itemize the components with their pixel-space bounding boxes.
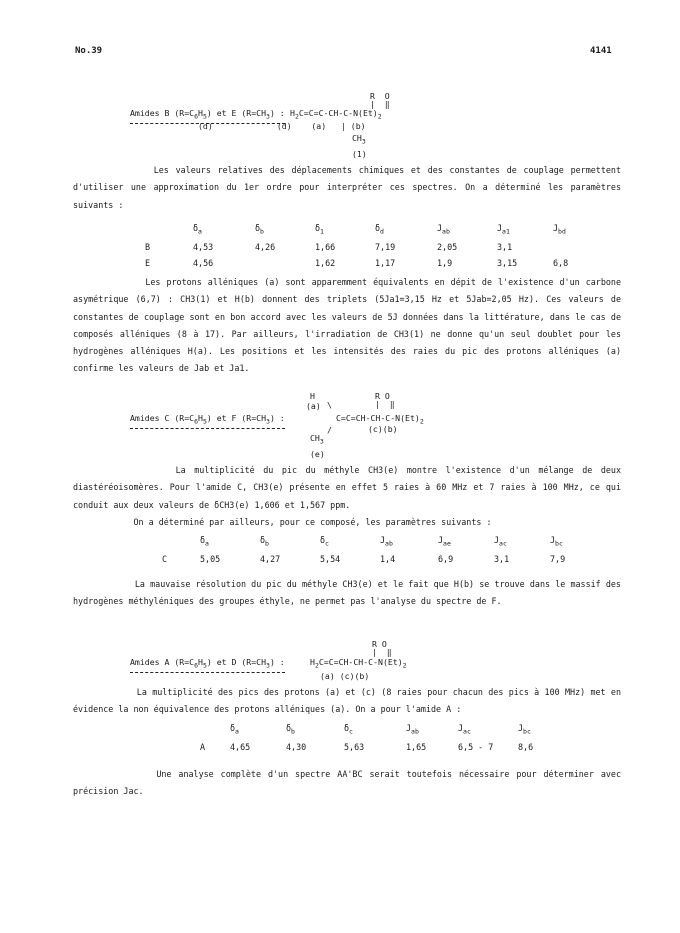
journal-issue-number: No.39: [75, 46, 103, 56]
position-labels: (d) (d) (a) | (b): [198, 121, 366, 131]
page-number: 4141: [590, 46, 612, 56]
paragraph-ad-multiplicity: La multiplicité des pics des protons (a) et (c) (8 raies pour chacun des pics à 100 MHz) met en évidence la non équivalence des protons alléniques (a). On a pour l'amide A :: [73, 687, 621, 715]
table-row: B 4,53 4,26 1,66 7,19 2,05 3,1: [145, 242, 513, 252]
paragraph-be-intro: Les valeurs relatives des déplacements chimiques et des constantes de couplage permettent d'utiliser une approximation du 1er ordre pour interpréter ces spectres. On a déterminé les paramètres suivants :: [73, 165, 621, 210]
parameters-table-c: [162, 532, 590, 564]
bond-slash: /: [327, 425, 332, 435]
table-header-row: $\delta_a$ $\delta_b$ $\delta_c$ $J_{ab}$ $J_{ac}$ $J_{bc}$: [230, 723, 531, 736]
structural-formula: $H_2C=C=CH-CH-C-N(Et)_2$: [310, 657, 407, 670]
section-title: Amides B $(R=C_6H_5)$ et E $(R=CH_3)$ :: [130, 109, 285, 124]
methyl-group: $CH_3$: [310, 433, 324, 446]
parameters-table-a: [200, 720, 558, 752]
paragraph-cf-multiplicity: La multiplicité du pic du méthyle CH3(e) montre l'existence d'un mélange de deux diastéréoisomères. Pour l'amide C, CH3(e) présente en effet 5 raies à 60 MHz et 7 raies à 100 MHz, ce qui conduit aux deux valeurs de δCH3(e) 1,606 et 1,567 ppm.: [73, 465, 621, 510]
r-o-labels: R O: [375, 391, 390, 401]
h-atom: H: [310, 391, 315, 401]
structural-formula: $C=C=CH-CH-C-N(Et)_2$: [336, 413, 424, 426]
table-row: A 4,65 4,30 5,63 1,65 6,5 - 7 8,6: [200, 742, 534, 752]
bonds-top: | ‖: [372, 647, 392, 657]
table-row: E 4,56 1,62 1,17 1,9 3,15 6,8: [145, 258, 569, 268]
structural-formula: $H_2C=C=C-CH-C-N(Et)_2$: [290, 108, 382, 121]
bonds-top: | ‖: [370, 99, 390, 109]
position-labels: (a) (c)(b): [320, 671, 370, 681]
methyl-group: $CH_3$: [352, 133, 366, 146]
paragraph-cf-params: On a déterminé par ailleurs, pour ce composé, les paramètres suivants :: [133, 517, 492, 527]
r-o-labels: R O: [372, 639, 387, 649]
methyl-label: (1): [352, 149, 367, 159]
r-o-labels: R O: [370, 91, 390, 101]
bond-slash: \: [327, 400, 332, 410]
e-label: (e): [310, 449, 325, 459]
table-row: C 5,05 4,27 5,54 1,4 6,9 3,1 7,9: [162, 554, 566, 564]
paragraph-allenic-protons: Les protons alléniques (a) sont apparemment équivalents en dépit de l'existence d'un carbone asymétrique (6,7) : CH3(1) et H(b) donnent des triplets (5Ja1=3,15 Hz et 5Jab=2,05 Hz). Ces valeurs de constantes de couplage sont en bon accord avec les valeurs de 5J données dans la littérature, dans le cas de composés alléniques (8 à 17). Par ailleurs, l'irradiation de CH3(1) ne donne qu'un seul doublet pour les hydrogènes alléniques H(a). Les positions et les intensités des raies du pic des protons alléniques (a) confirme les valeurs de Jab et Ja1.: [73, 277, 621, 374]
cb-labels: (c)(b): [368, 424, 398, 434]
a-label: (a): [306, 401, 321, 411]
parameters-table-be: [145, 220, 593, 268]
table-header-row: $\delta_a$ $\delta_b$ $\delta_c$ $J_{ab}$ $J_{ae}$ $J_{ac}$ $J_{bc}$: [200, 535, 563, 548]
paragraph-ad-conclusion: Une analyse complète d'un spectre AA'BC serait toutefois nécessaire pour déterminer avec précision Jac.: [73, 769, 621, 797]
paragraph-cf-resolution: La mauvaise résolution du pic du méthyle CH3(e) et le fait que H(b) se trouve dans le massif des hydrogènes méthyléniques des groupes éthyle, ne permet pas l'analyse du spectre de F.: [73, 579, 621, 607]
bonds-top: | ‖: [375, 399, 395, 409]
table-header-row: $\delta_a$ $\delta_b$ $\delta_1$ $\delta_d$ $J_{ab}$ $J_{a1}$ $J_{bd}$: [193, 223, 566, 236]
section-title: Amides C $(R=C_6H_5)$ et F $(R=CH_3)$ :: [130, 414, 285, 429]
section-title: Amides A $(R=C_6H_5)$ et D $(R=CH_3)$ :: [130, 658, 285, 673]
